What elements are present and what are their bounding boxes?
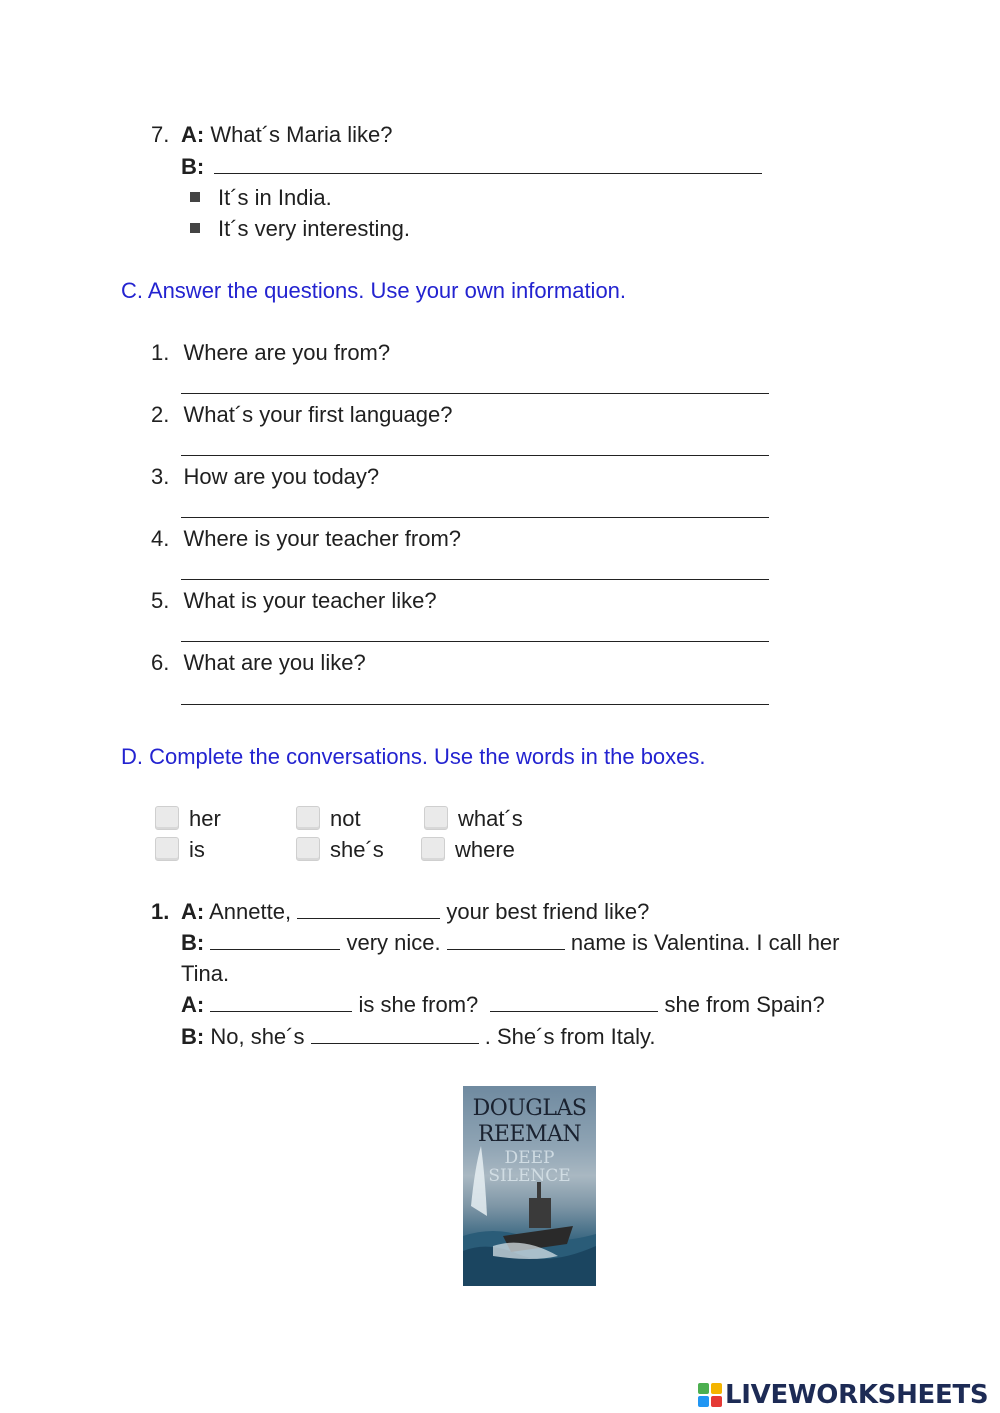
q7-answer-blank[interactable] [214,172,762,174]
word-text: not [330,806,361,831]
question-number: 4. [151,526,170,551]
line-text: . She´s from Italy. [484,1024,656,1049]
c-question-6 [151,652,366,674]
speaker-b-label: B: [181,1024,205,1049]
c-answer-line-1[interactable] [181,393,769,394]
q7-option-1[interactable] [190,187,332,209]
word-text: is [189,837,205,862]
line-text: very nice. [346,930,441,955]
word-box-her[interactable] [155,808,221,832]
section-c-heading: C. Answer the questions. Use your own information. [121,278,627,303]
blank-4[interactable] [210,1010,352,1012]
conv-line-a2 [181,994,825,1016]
q7-line-a [181,124,393,146]
word-box-is[interactable] [155,839,205,863]
q7-a-text: What´s Maria like? [210,122,393,147]
c-answer-line-3[interactable] [181,517,769,518]
question-text: How are you today? [183,464,380,489]
conversation-number: 1. [151,899,170,924]
speaker-b-label: B: [181,930,205,955]
question-number: 5. [151,588,170,613]
question-number: 2. [151,402,170,427]
c-answer-line-4[interactable] [181,579,769,580]
word-box-whats[interactable] [424,808,523,832]
word-text: where [455,837,515,862]
question-number: 7. [151,122,170,147]
option-text: It´s in India. [218,185,332,210]
logo-text: LIVEWORKSHEETS [725,1380,989,1410]
conv-line-b2 [181,1026,656,1048]
c-answer-line-5[interactable] [181,641,769,642]
checkbox-icon [296,837,320,861]
line-text: she from Spain? [664,992,825,1017]
book-cover-image [463,1086,596,1286]
question-text: What is your teacher like? [183,588,437,613]
speaker-a-label: A: [181,992,205,1017]
line-text: Annette, [209,899,292,924]
line-text: your best friend like? [446,899,650,924]
word-box-shes[interactable] [296,839,384,863]
conv-line-b1 [181,932,840,954]
word-text: what´s [458,806,523,831]
question-text: What´s your first language? [183,402,453,427]
speaker-a-label: A: [181,122,205,147]
conv-line-a1 [181,901,649,923]
bullet-square-icon [190,192,200,202]
word-box-not[interactable] [296,808,361,832]
liveworksheets-logo[interactable] [697,1378,988,1412]
cover-title-line-1: DEEP [504,1148,555,1168]
c-question-5 [151,590,437,612]
speaker-b-label: B: [181,154,205,179]
cover-author-line-2: REEMAN [477,1122,582,1147]
q7-option-2[interactable] [190,218,410,240]
c-answer-line-2[interactable] [181,455,769,456]
checkbox-icon [424,806,448,830]
question-text: Where is your teacher from? [183,526,462,551]
checkbox-icon [296,806,320,830]
checkbox-icon [421,837,445,861]
line-text: is she from? [358,992,479,1017]
c-question-1 [151,342,390,364]
checkbox-icon [155,837,179,861]
c-answer-line-6[interactable] [181,704,769,705]
q7-line-b [181,156,762,178]
cover-author-line-1: DOUGLAS [472,1096,587,1121]
line-text: No, she´s [210,1024,305,1049]
speaker-a-label: A: [181,899,205,924]
c-question-3 [151,466,379,488]
question-7 [151,124,169,146]
word-box-where[interactable] [421,839,515,863]
blank-2[interactable] [210,948,340,950]
liveworksheets-logo-icon [697,1382,723,1408]
option-text: It´s very interesting. [218,216,410,241]
question-text: What are you like? [183,650,366,675]
question-number: 3. [151,464,170,489]
section-d-heading: D. Complete the conversations. Use the words in the boxes. [121,744,706,769]
blank-5[interactable] [490,1010,658,1012]
word-text: her [189,806,221,831]
c-question-4 [151,528,461,550]
question-number: 1. [151,340,170,365]
question-number: 6. [151,650,170,675]
conv-line-b1-cont: Tina. [181,961,230,986]
checkbox-icon [155,806,179,830]
cover-title-line-2: SILENCE [488,1166,571,1186]
blank-1[interactable] [297,917,440,919]
line-text: name is Valentina. I call her [570,930,840,955]
blank-6[interactable] [311,1042,479,1044]
word-text: she´s [330,837,384,862]
blank-3[interactable] [447,948,565,950]
question-text: Where are you from? [183,340,391,365]
c-question-2 [151,404,453,426]
bullet-square-icon [190,223,200,233]
